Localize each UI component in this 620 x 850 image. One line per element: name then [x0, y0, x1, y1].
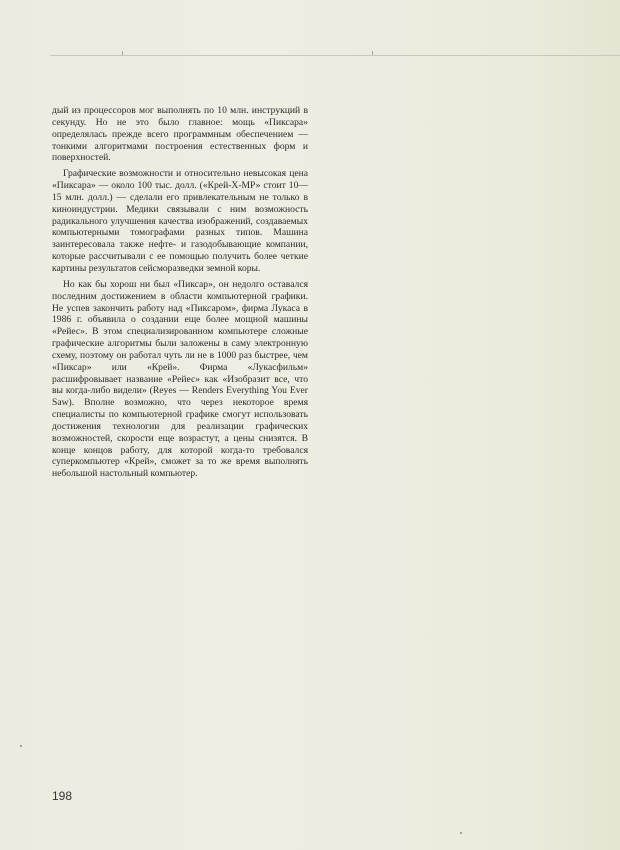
paper-speck: [460, 832, 462, 834]
page-number: 198: [52, 789, 73, 803]
text-column: [52, 105, 308, 480]
header-rule-tick: [122, 51, 123, 55]
body-paragraph: Графические возможности и относительно невысокая цена «Пиксара» — около 100 тыс. долл. («Крей-Х-МР» стоит 10—15 млн. долл.) — сделали его привлекательным не только в киноиндустрии. Медики связывали с ним возможность радикального улучшения качества изображений, создаваемых компьютерными томографами разных типов. Машина заинтересовала также нефте- и газодобывающие компании, которые рассчитывали с ее помощью получить более четкие картины результатов сейсморазведки земной коры.: [52, 168, 308, 274]
header-rule-tick: [372, 51, 373, 55]
body-paragraph: Но как бы хорош ни был «Пиксар», он недолго оставался последним достижением в области компьютерной графики. Не успев закончить работу над «Пиксаром», фирма Лукаса в 1986 г. объявила о создании еще более мощной машины «Рейес». В этом специализированном компьютере сложные графические алгоритмы были заложены в саму электронную схему, поэтому он работал чуть ли не в 1000 раз быстрее, чем «Пиксар» или «Крей». Фирма «Лукасфильм» расшифровывает название «Рейес» как «Изобразит все, что вы когда-либо видели» (Reyes — Renders Everything You Ever Saw). Вполне возможно, что через некоторое время специалисты по компьютерной графике смогут использовать достижения технологии для реализации графических возможностей, скорости еще возрастут, а цены снизятся. В конце концов работу, для которой когда-то требовался суперкомпьютер «Крей», сможет за то же время выполнять небольшой настольный компьютер.: [52, 278, 308, 480]
body-paragraph: дый из процессоров мог выполнять по 10 млн. инструкций в секунду. Но не это было главное: мощь «Пиксара» определялась прежде всего программным обеспечением — тонкими алгоритмами построения естественных форм и поверхностей.: [52, 105, 308, 164]
header-rule: [50, 55, 620, 56]
paper-speck: [20, 745, 22, 747]
